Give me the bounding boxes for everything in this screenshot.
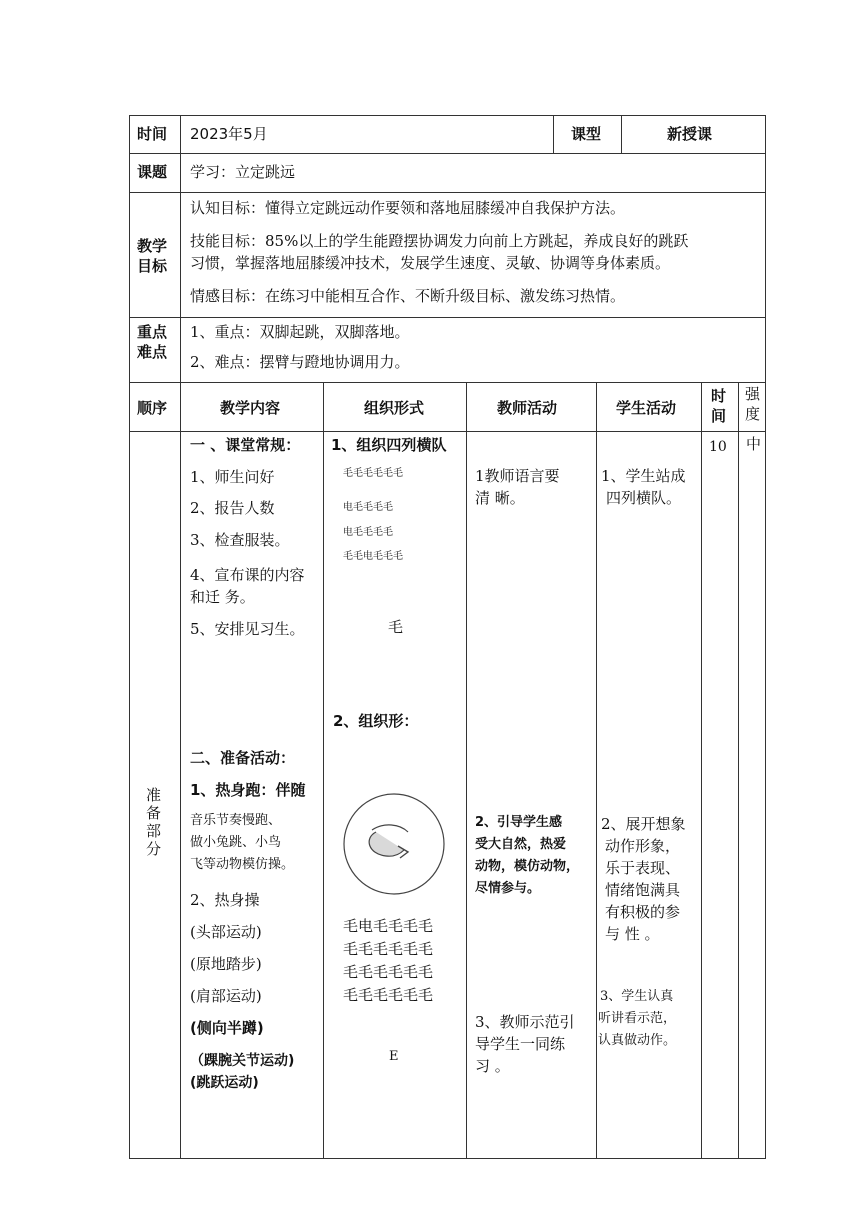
section-name-char: 分 [146, 840, 162, 858]
grid-line [129, 317, 766, 318]
student-activity-3: 认真做动作。 [598, 1033, 677, 1048]
grid-line [129, 115, 130, 1159]
exercise-item: (原地踏步) [190, 955, 262, 973]
exercise-bold-item: （踝腕关节运动) [190, 1053, 295, 1069]
teacher-position-mark: 毛 [388, 618, 404, 636]
student-activity-2: 乐于表现、 [605, 859, 681, 877]
grid-line [129, 153, 766, 154]
teacher-activity-2: 动物，模仿动物， [475, 859, 580, 874]
circle-formation-row: 毛电毛毛毛毛 [343, 917, 434, 935]
section-name [146, 786, 162, 858]
grid-line [180, 115, 181, 1159]
grid-line [596, 382, 597, 1159]
exercise-item: (头部运动) [190, 923, 262, 941]
grid-line [701, 382, 702, 1159]
formation-2-title: 2、组织形： [333, 712, 419, 730]
objective-emotional: 情感目标：在练习中能相互合作、不断升级目标、激发练习热情。 [190, 287, 626, 305]
exercise-item: (肩部运动) [190, 987, 262, 1005]
exercise-bold-item: (侧向半蹲) [190, 1019, 264, 1037]
routine-item: 4、宣布课的内容 [190, 566, 305, 584]
teacher-activity-2: 2、引导学生感 [475, 815, 563, 830]
grid-line [129, 431, 766, 432]
teacher-activity-3: 3、教师示范引 [475, 1013, 575, 1031]
grid-line [129, 192, 766, 193]
objective-skill-line-2: 习惯，掌握落地屈膝缓冲技术，发展学生速度、灵敏、协调等身体素质。 [190, 254, 671, 272]
key-point: 1、重点：双脚起跳，双脚落地。 [190, 323, 410, 341]
type-label: 课型 [571, 125, 602, 143]
formation-row: 电毛毛毛毛 [343, 502, 393, 513]
grid-line [553, 115, 554, 153]
warmup-run-title: 1、热身跑：伴随 [190, 781, 306, 799]
student-activity-1: 1、学生站成 [601, 467, 686, 485]
section-name-char: 备 [146, 804, 162, 822]
section-name-char: 部 [146, 822, 162, 840]
routine-title: 一 、课堂常规： [190, 436, 301, 454]
section-time: 10 [709, 439, 727, 455]
student-activity-2: 动作形象， [605, 837, 681, 855]
warmup-exercise: 2、热身操 [190, 891, 260, 909]
teacher-activity-1: 1教师语言要 [475, 467, 560, 485]
circular-arrow-icon [342, 792, 446, 896]
grid-line [621, 115, 622, 153]
time-label: 时间 [137, 125, 168, 143]
column-header-teacher: 教师活动 [497, 399, 558, 417]
teacher-activity-2: 受大自然，热爱 [475, 837, 567, 852]
column-header-order: 顺序 [137, 399, 168, 417]
student-activity-2: 情绪饱满具 [605, 881, 681, 899]
objective-skill-line-1: 技能目标：85%以上的学生能蹬摆协调发力向前上方跳起，养成良好的跳跃 [190, 232, 689, 250]
key-points-label-2: 难点 [137, 343, 168, 361]
grid-line [738, 382, 739, 1159]
routine-item: 2、报告人数 [190, 499, 275, 517]
warmup-run-desc: 做小兔跳、小鸟 [190, 835, 282, 850]
topic-label: 课题 [137, 163, 168, 181]
column-header-content: 教学内容 [220, 399, 281, 417]
section-intensity: 中 [746, 435, 762, 453]
difficult-point: 2、难点：摆臂与蹬地协调用力。 [190, 353, 410, 371]
column-header-intensity-2: 度 [745, 405, 761, 423]
type-value: 新授课 [667, 125, 713, 143]
formation-row: 毛毛毛毛毛毛 [343, 468, 403, 479]
time-value: 2023年5月 [190, 125, 268, 143]
circle-formation-row: 毛毛毛毛毛毛 [343, 963, 434, 981]
column-header-intensity-1: 强 [745, 385, 761, 403]
student-activity-2: 与 性 。 [605, 925, 660, 943]
section-name-char: 准 [146, 786, 162, 804]
column-header-time-2: 间 [711, 407, 727, 425]
student-activity-3: 3、学生认真 [600, 989, 674, 1004]
objectives-label-1: 教学 [137, 237, 168, 255]
routine-item: 1、师生问好 [190, 468, 275, 486]
warmup-run-desc: 音乐节奏慢跑、 [190, 813, 282, 828]
student-activity-3: 听讲看示范， [598, 1011, 677, 1026]
student-activity-1: 四列横队。 [606, 489, 682, 507]
formation-1-title: 1、组织四列横队 [331, 436, 447, 454]
warmup-title: 二、准备活动： [190, 749, 296, 767]
grid-line [129, 1158, 766, 1159]
student-activity-2: 有积极的参 [605, 903, 681, 921]
bottom-mark: E [389, 1049, 399, 1064]
formation-row: 毛毛电毛毛毛 [343, 551, 403, 562]
student-activity-2: 2、展开想象 [601, 815, 686, 833]
grid-line [129, 115, 766, 116]
formation-row: 电毛毛毛毛 [343, 527, 393, 538]
exercise-bold-item: (跳跃运动) [190, 1075, 259, 1091]
grid-line [129, 382, 766, 383]
circle-formation-diagram [342, 792, 446, 896]
grid-line [765, 115, 766, 1159]
teacher-activity-3: 导学生一同练 [475, 1035, 566, 1053]
routine-item: 和迁 务。 [190, 588, 255, 606]
key-points-label-1: 重点 [137, 323, 168, 341]
topic-value: 学习：立定跳远 [190, 163, 296, 181]
objective-cognitive: 认知目标：懂得立定跳远动作要领和落地屈膝缓冲自我保护方法。 [190, 199, 626, 217]
routine-item: 3、检查服装。 [190, 531, 290, 549]
column-header-organization: 组织形式 [364, 399, 425, 417]
grid-line [466, 382, 467, 1159]
column-header-student: 学生活动 [616, 399, 677, 417]
teacher-activity-3: 习 。 [475, 1057, 510, 1075]
teacher-activity-2: 尽情参与。 [475, 881, 541, 896]
column-header-time-1: 时 [711, 387, 727, 405]
teacher-activity-1: 清 晰。 [475, 489, 525, 507]
routine-item: 5、安排见习生。 [190, 620, 305, 638]
objectives-label-2: 目标 [137, 257, 168, 275]
warmup-run-desc: 飞等动物模仿操。 [190, 857, 295, 872]
circle-formation-row: 毛毛毛毛毛毛 [343, 986, 434, 1004]
circle-formation-row: 毛毛毛毛毛毛 [343, 940, 434, 958]
grid-line [323, 382, 324, 1159]
